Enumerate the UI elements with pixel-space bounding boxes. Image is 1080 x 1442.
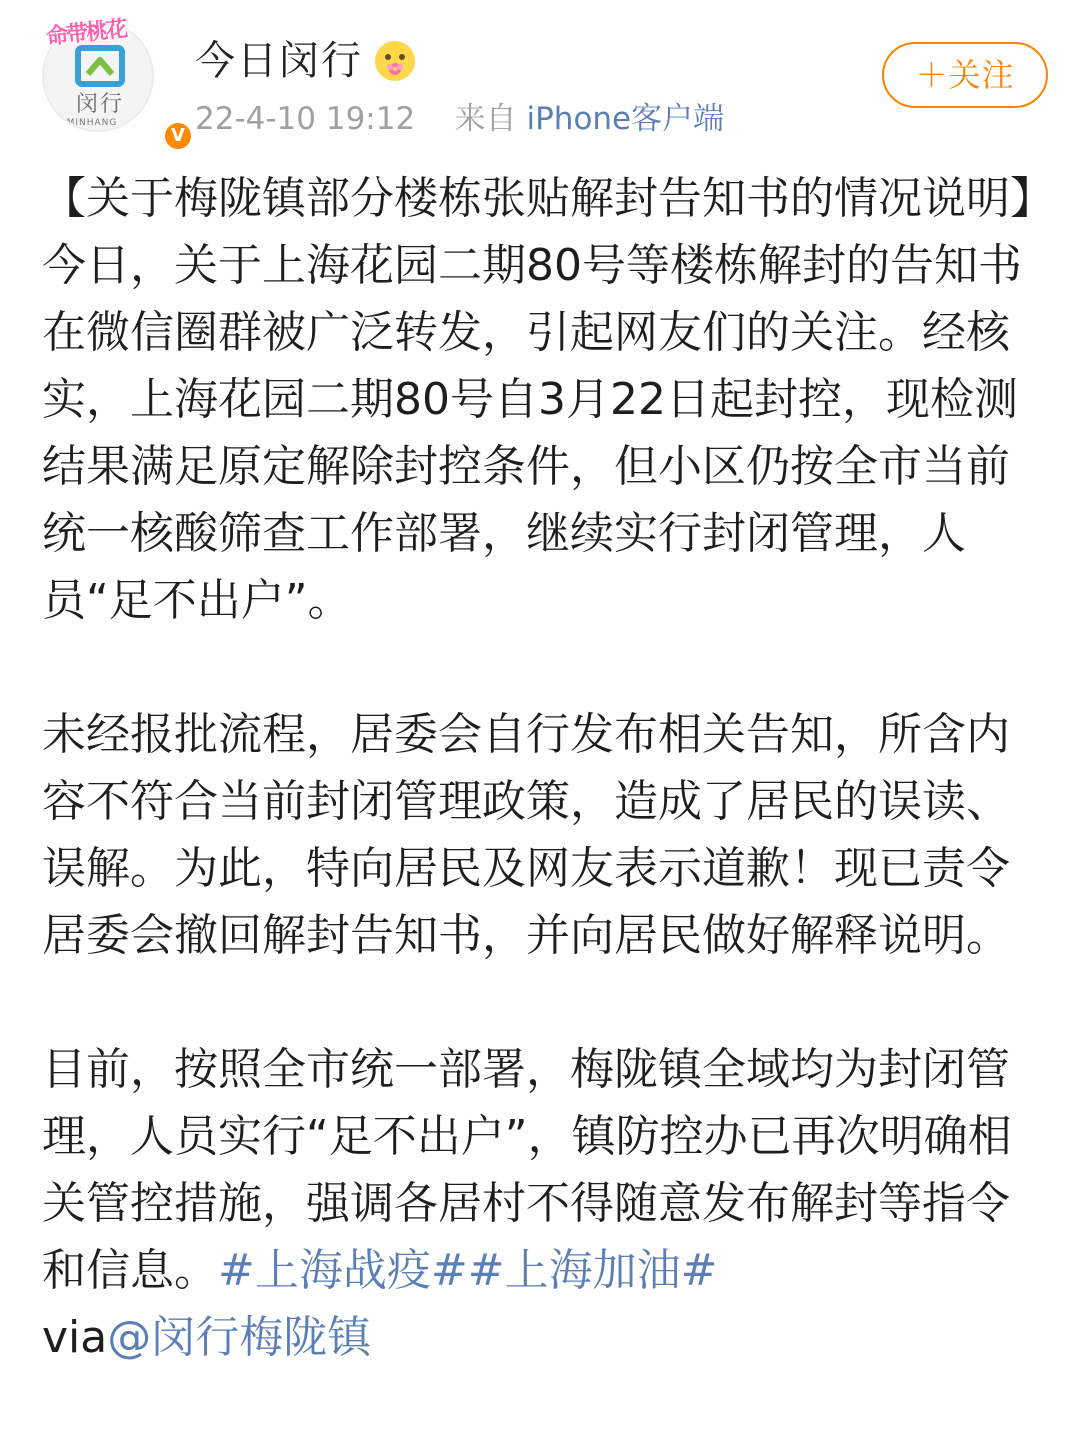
avatar-label: 闵行 bbox=[75, 92, 124, 117]
source-client-link[interactable]: iPhone客户端 bbox=[526, 101, 725, 137]
flower-face-emoji-icon bbox=[375, 41, 415, 81]
post-header bbox=[0, 0, 1080, 150]
post-meta bbox=[195, 97, 724, 141]
post-paragraph-3 bbox=[42, 1036, 1042, 1371]
topic-link-shanghai-zhanyi[interactable]: #上海战疫# bbox=[218, 1245, 468, 1296]
verified-badge-icon: V bbox=[162, 120, 194, 152]
avatar-banner-text: 命带桃花 bbox=[45, 16, 128, 51]
topic-link-shanghai-jiayou[interactable]: #上海加油# bbox=[467, 1245, 718, 1296]
emoji-face-icon bbox=[375, 41, 415, 81]
source-prefix: 来自 bbox=[454, 101, 517, 137]
avatar-banner bbox=[38, 12, 162, 52]
post-paragraph-3-text: 目前，按照全市统一部署，梅陇镇全域均为封闭管理，人员实行“足不出户”，镇防控办已再次明确相关管控措施，强调各居村不得随意发布解封等指令和信息。 bbox=[42, 1044, 1012, 1296]
username[interactable]: 今日闵行 bbox=[195, 38, 363, 84]
post-content bbox=[42, 165, 1042, 1371]
via-prefix: via bbox=[42, 1312, 108, 1363]
avatar[interactable] bbox=[38, 12, 185, 146]
avatar-sublabel: MINHANG bbox=[66, 118, 118, 128]
username-row bbox=[195, 34, 415, 88]
mention-link[interactable]: @闵行梅陇镇 bbox=[107, 1312, 372, 1363]
follow-button[interactable]: ＋关注 bbox=[882, 42, 1048, 108]
post-paragraph-1: 【关于梅陇镇部分楼栋张贴解封告知书的情况说明】今日，关于上海花园二期80号等楼栋解封的告知书在微信圈群被广泛转发，引起网友们的关注。经核实，上海花园二期80号自3月22日起封控，现检测结果满足原定解除封控条件，但小区仍按全市当前统一核酸筛查工作部署，继续实行封闭管理，人员“足不出户”。 bbox=[42, 173, 1032, 626]
post-paragraph-2: 未经报批流程，居委会自行发布相关告知，所含内容不符合当前封闭管理政策，造成了居民的误读、误解。为此，特向居民及网友表示道歉！现已责令居委会撤回解封告知书，并向居民做好解释说明。 bbox=[42, 709, 1010, 961]
post-timestamp: 22-4-10 19:12 bbox=[195, 101, 416, 137]
